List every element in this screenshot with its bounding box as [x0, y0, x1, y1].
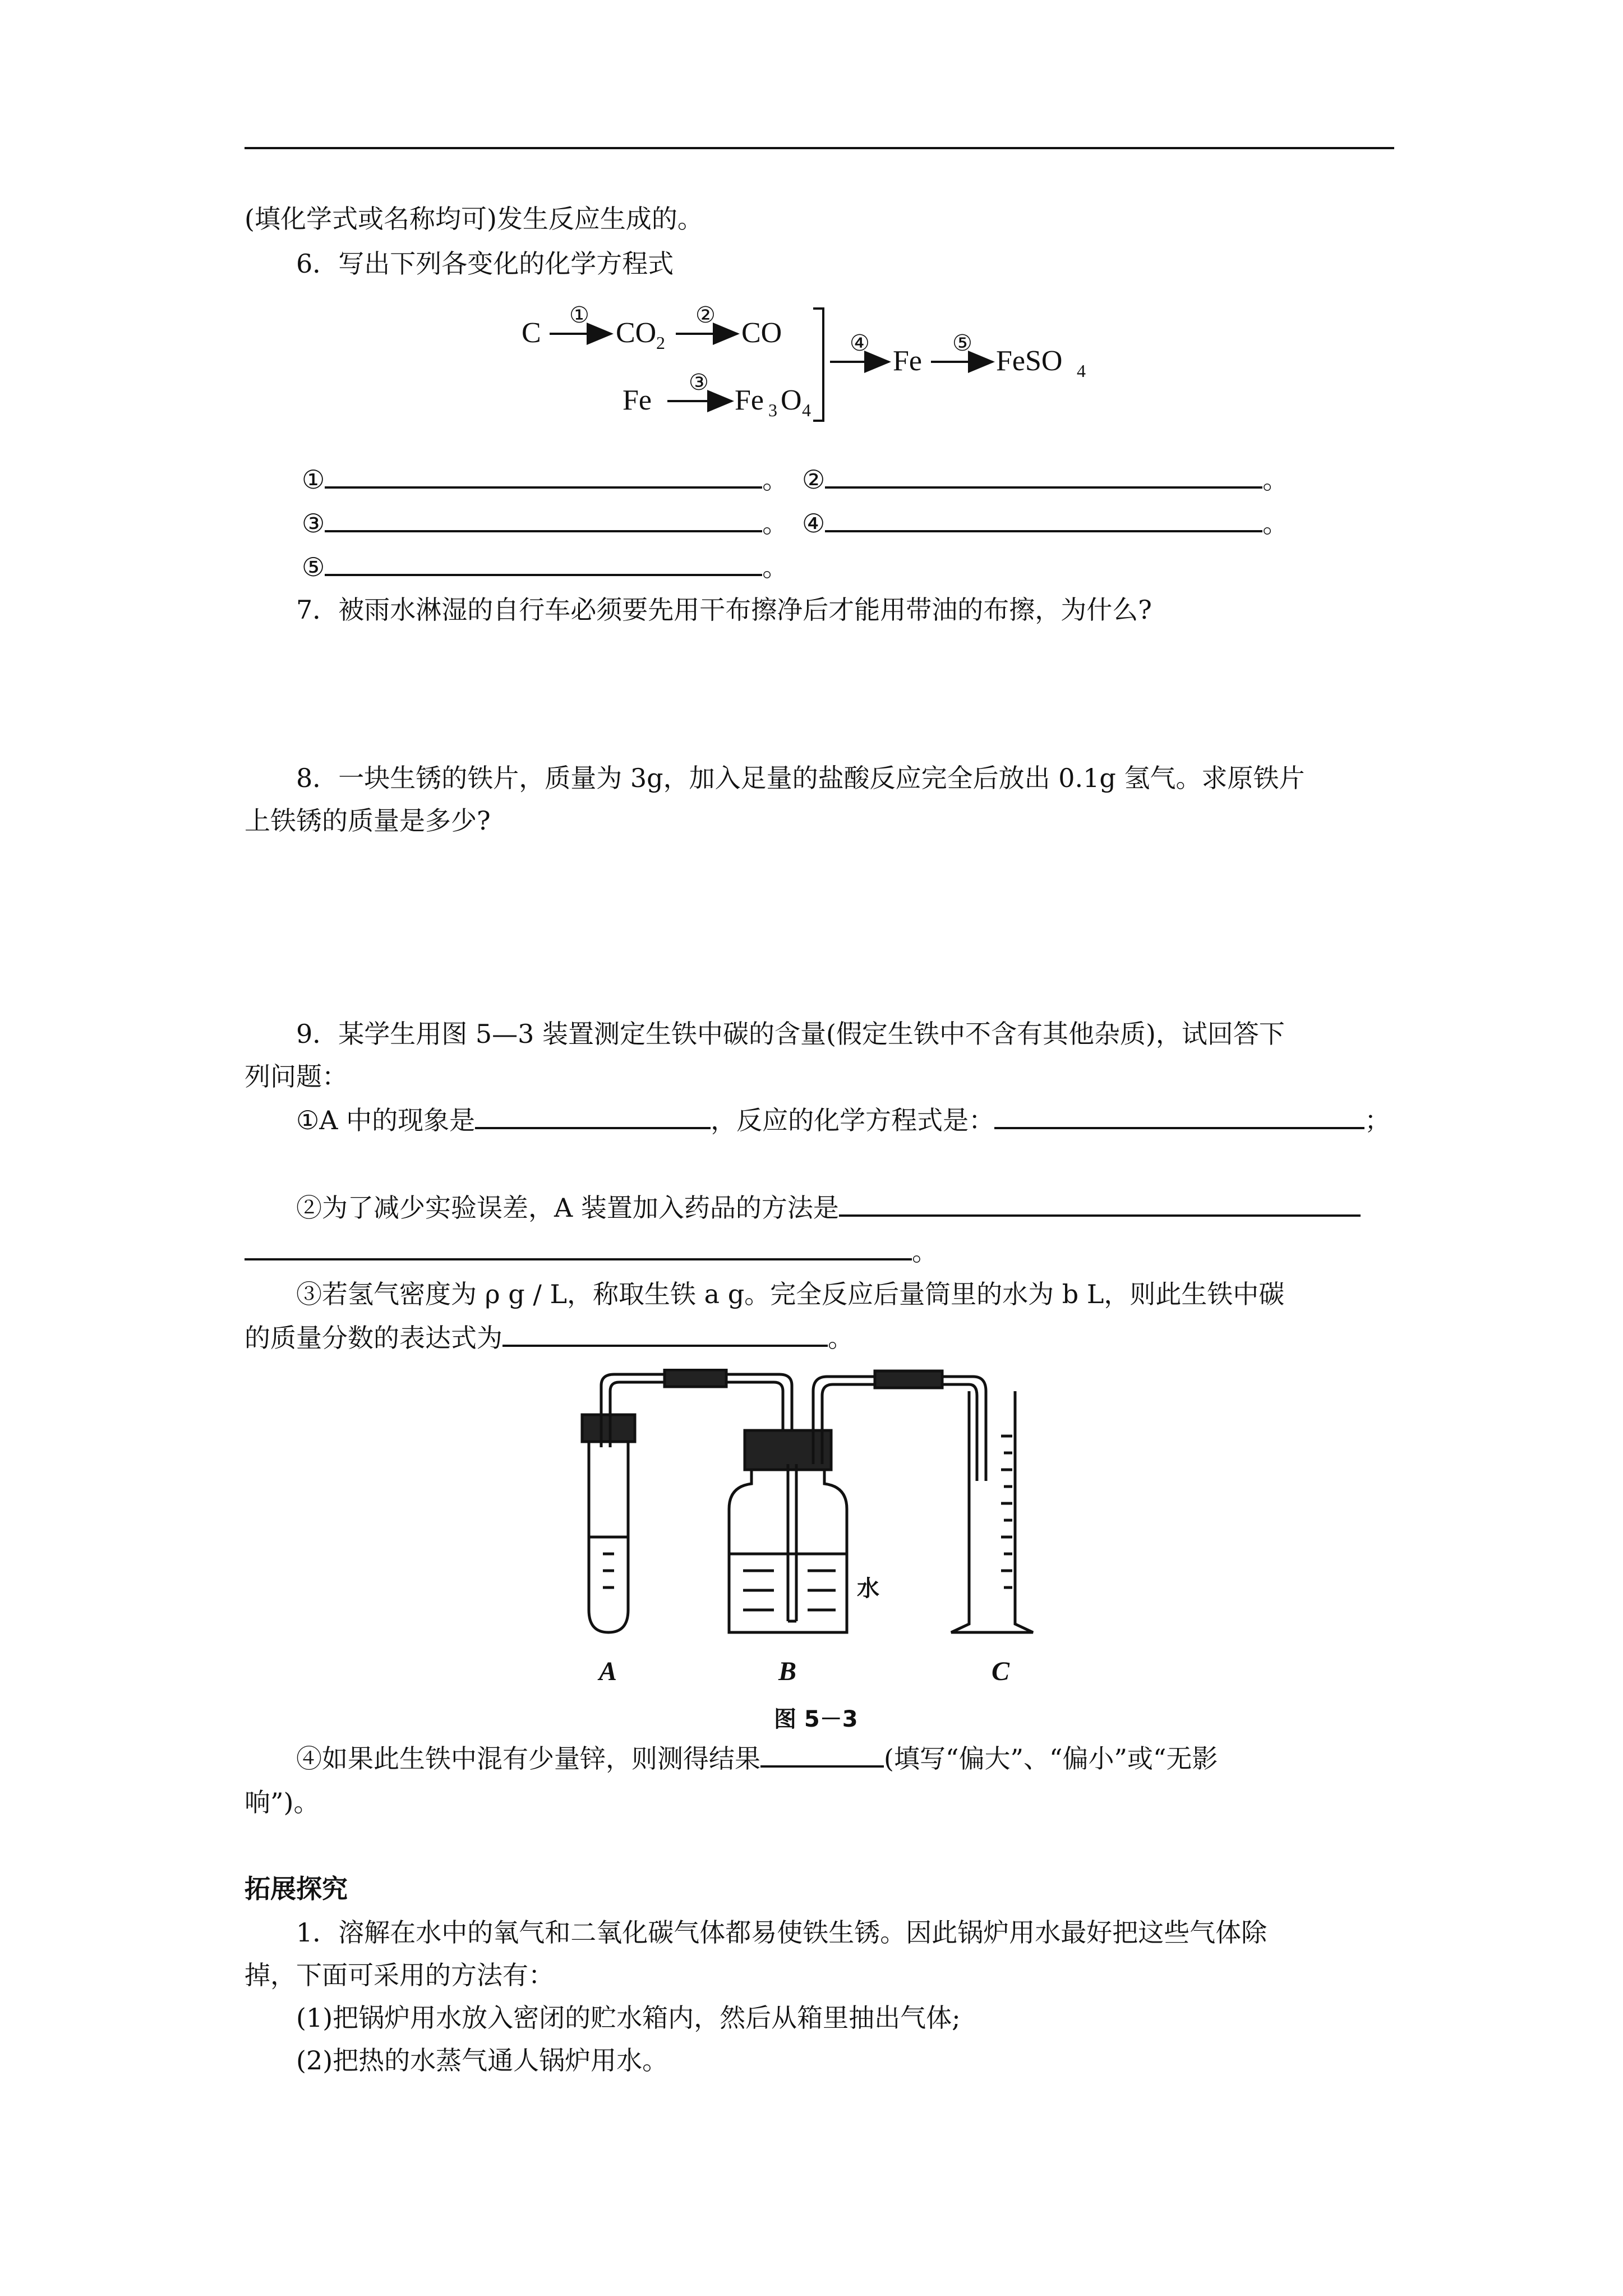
label-b: B — [778, 1657, 797, 1686]
scheme-co2: CO — [616, 317, 657, 349]
q9-part2 — [296, 1188, 1361, 1227]
eq-end-5: 。 — [762, 552, 789, 582]
q9-part2-cont — [245, 1232, 938, 1271]
eq-num-1: ① — [302, 464, 325, 495]
q8-line2: 上铁锈的质量是多少? — [245, 806, 491, 836]
figure-5-3 — [550, 1369, 1077, 1733]
scheme-fe3o4-3: 3 — [768, 400, 777, 420]
q9-p2-prefix: ②为了减少实验误差，A 装置加入药品的方法是 — [296, 1193, 839, 1223]
eq-num-2: ② — [802, 464, 826, 495]
step-4-label: ④ — [850, 330, 870, 356]
q9-part4-line1 — [296, 1739, 1218, 1778]
q9-p3-blank[interactable] — [502, 1319, 828, 1347]
q9-p3-prefix: 的质量分数的表达式为 — [245, 1323, 502, 1353]
scheme-co2-sub: 2 — [656, 333, 665, 353]
figure-caption: 图 5－3 — [774, 1706, 858, 1732]
scheme-feso4-sub: 4 — [1077, 361, 1086, 381]
eq-answer-1[interactable] — [325, 461, 762, 489]
q9-line2: 列问题： — [245, 1061, 348, 1092]
header-rule — [245, 147, 1394, 149]
eq-blank-row-5 — [302, 547, 788, 587]
q9-p2-blank-a[interactable] — [839, 1189, 1361, 1217]
water-label: 水 — [857, 1576, 879, 1602]
stopper-b — [745, 1430, 831, 1470]
ext-q1-line1: 1．溶解在水中的氧气和二氧化碳气体都易使铁生锈。因此锅炉用水最好把这些气体除 — [296, 1917, 1267, 1948]
eq-answer-3[interactable] — [325, 504, 762, 532]
eq-answer-5[interactable] — [325, 548, 762, 576]
reaction-scheme — [516, 292, 1122, 438]
q8-line1: 8．一块生锈的铁片，质量为 3g，加入足量的盐酸反应完全后放出 0.1g 氢气。求原铁片 — [296, 763, 1305, 793]
step-1-label: ① — [569, 302, 589, 328]
rubber-joint-bc — [875, 1371, 942, 1388]
eq-blank-row-3 — [302, 504, 788, 543]
q9-p2-end: 。 — [912, 1236, 938, 1267]
scheme-co: CO — [741, 317, 782, 349]
eq-blank-row-2 — [802, 460, 1288, 499]
stopper-a — [582, 1415, 635, 1442]
step-2-label: ② — [695, 302, 716, 328]
extension-heading: 拓展探究 — [245, 1874, 348, 1904]
q6-title: 6．写出下列各变化的化学方程式 — [296, 249, 674, 279]
q9-p1-phenomenon-blank[interactable] — [475, 1101, 711, 1129]
q9-line1: 9．某学生用图 5—3 装置测定生铁中碳的含量(假定生铁中不含有其他杂质)，试回答下 — [296, 1019, 1285, 1049]
eq-num-5: ⑤ — [302, 552, 325, 582]
q9-part4-line2: 响”)。 — [245, 1787, 320, 1818]
test-tube-a — [589, 1430, 628, 1632]
ext-option-2: (2)把热的水蒸气通人锅炉用水。 — [296, 2045, 668, 2076]
scheme-fe3o4-fe: Fe — [735, 384, 764, 416]
q9-p3-end: 。 — [828, 1323, 854, 1353]
scheme-fe3o4-4: 4 — [802, 400, 811, 420]
fill-note: (填化学式或名称均可)发生反应生成的。 — [245, 204, 703, 234]
q9-p1-equation-blank[interactable] — [994, 1101, 1364, 1129]
q9-p4-blank[interactable] — [760, 1740, 884, 1768]
q9-part3-line2 — [245, 1318, 854, 1358]
eq-end-1: 。 — [762, 464, 789, 495]
q9-p4-options: (填写“偏大”、“偏小”或“无影 — [884, 1743, 1218, 1774]
ext-option-1: (1)把锅炉用水放入密闭的贮水箱内，然后从箱里抽出气体; — [296, 2003, 961, 2033]
scheme-feso4: FeSO — [996, 345, 1063, 377]
step-3-label: ③ — [689, 370, 709, 395]
measuring-cylinder-c — [951, 1391, 1033, 1632]
q9-p4-prefix: ④如果此生铁中混有少量锌，则测得结果 — [296, 1743, 760, 1774]
label-c: C — [992, 1657, 1010, 1686]
eq-blank-row-1 — [302, 460, 788, 499]
eq-end-3: 。 — [762, 508, 789, 539]
eq-blank-row-4 — [802, 504, 1288, 543]
ext-q1-line2: 掉，下面可采用的方法有： — [245, 1960, 554, 1990]
step-5-label: ⑤ — [952, 330, 972, 356]
scheme-fe: Fe — [623, 384, 652, 416]
eq-num-4: ④ — [802, 508, 826, 539]
bracket — [813, 309, 823, 421]
eq-end-4: 。 — [1262, 508, 1289, 539]
q9-p1-prefix: ①A 中的现象是 — [296, 1105, 476, 1135]
scheme-fe-product: Fe — [893, 345, 922, 377]
connecting-tube-bc — [813, 1377, 986, 1481]
rubber-joint-ab — [665, 1370, 726, 1387]
q9-p1-end: ； — [1364, 1105, 1391, 1135]
q9-part3-line1: ③若氢气密度为 ρ g / L，称取生铁 a g。完全反应后量筒里的水为 b L，则此生铁中碳 — [296, 1279, 1285, 1309]
eq-answer-4[interactable] — [825, 504, 1262, 532]
q9-p2-blank-b[interactable] — [245, 1232, 912, 1260]
eq-num-3: ③ — [302, 508, 325, 539]
eq-end-2: 。 — [1262, 464, 1289, 495]
eq-answer-2[interactable] — [825, 461, 1262, 489]
q9-part1 — [296, 1101, 1390, 1140]
label-a: A — [599, 1657, 617, 1686]
q9-p1-middle: ，反应的化学方程式是： — [711, 1105, 995, 1135]
scheme-c: C — [522, 317, 541, 349]
scheme-fe3o4-o: O — [781, 384, 802, 416]
q7-text: 7．被雨水淋湿的自行车必须要先用干布擦净后才能用带油的布擦，为什么? — [296, 595, 1152, 625]
